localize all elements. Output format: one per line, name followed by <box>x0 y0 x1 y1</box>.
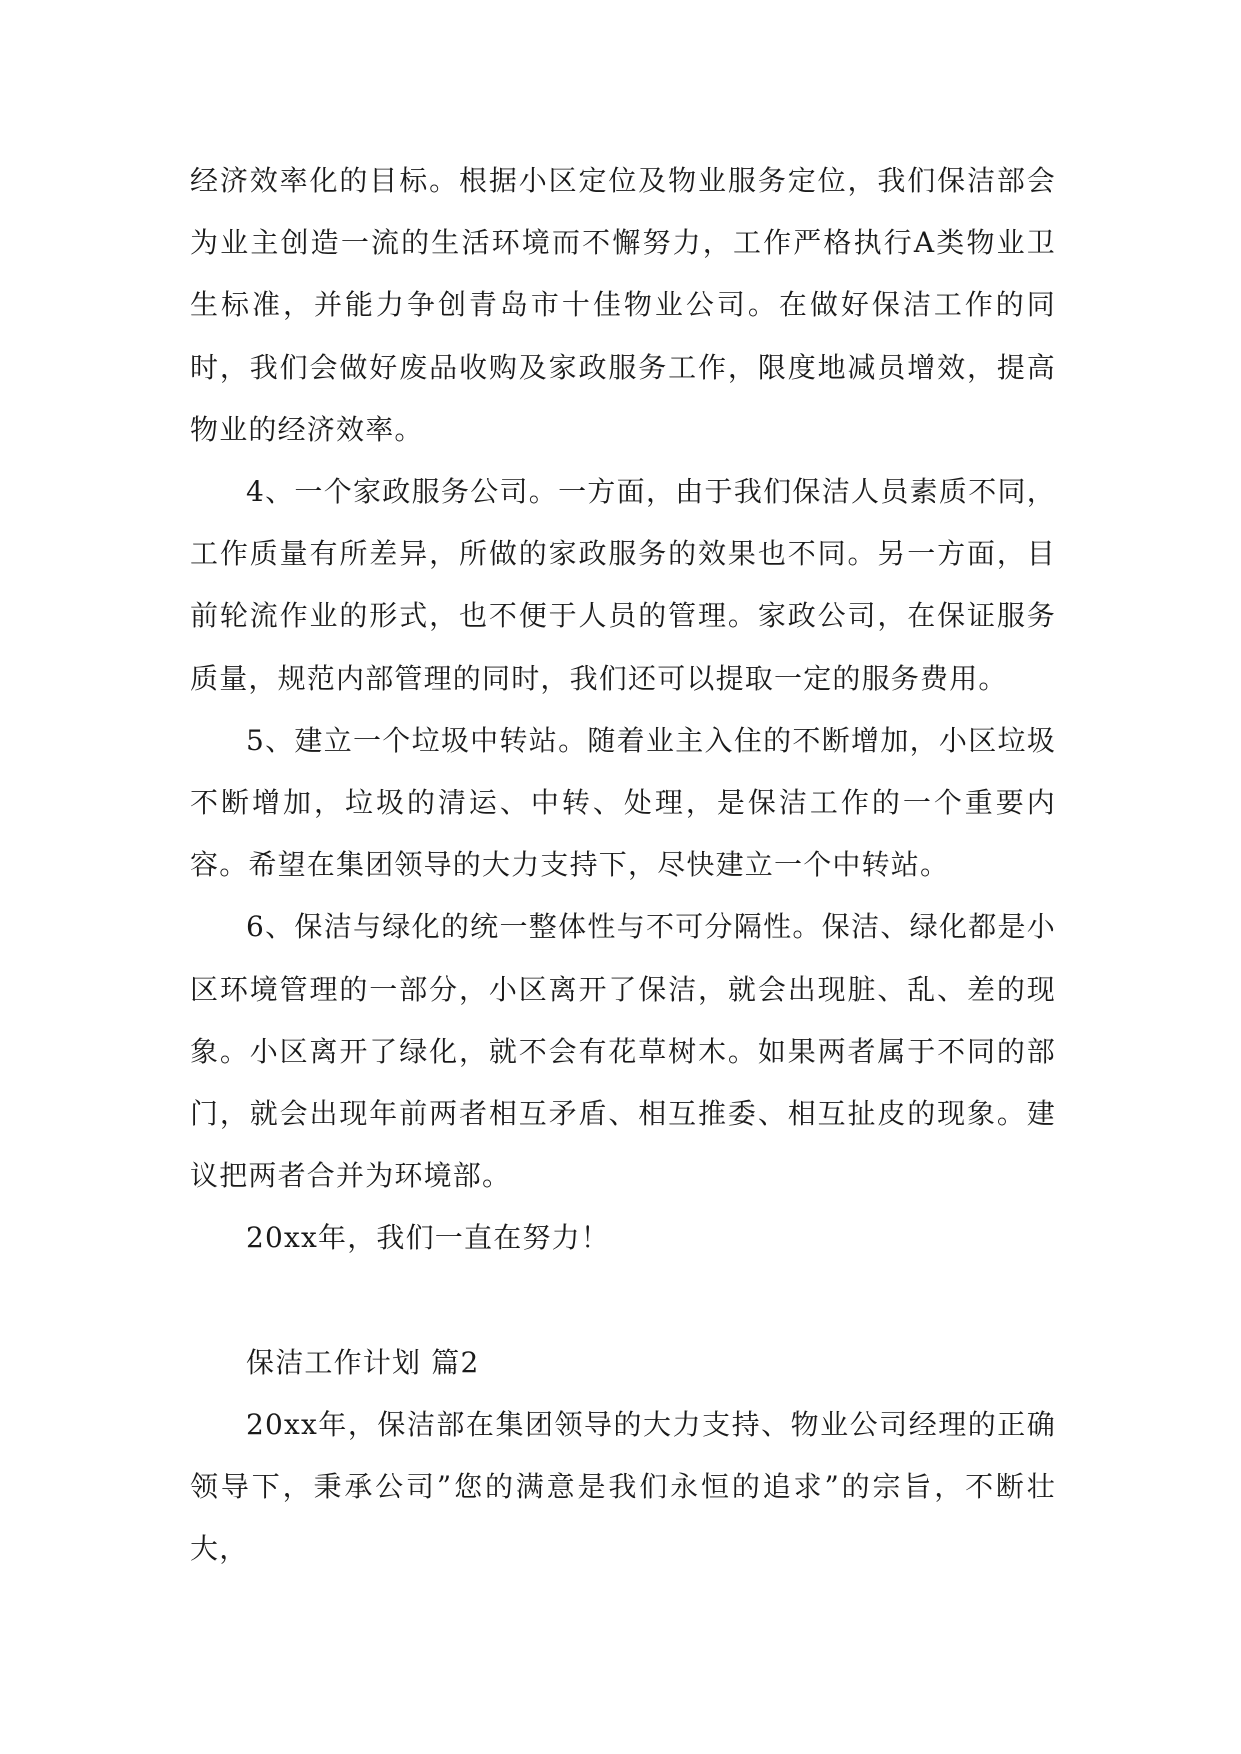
paragraph-item-6: 6、保洁与绿化的统一整体性与不可分隔性。保洁、绿化都是小区环境管理的一部分，小区离开了保洁，就会出现脏、乱、差的现象。小区离开了绿化，就不会有花草树木。如果两者属于不同的部门，就会出现年前两者相互矛盾、相互推委、相互扯皮的现象。建议把两者合并为环境部。 <box>190 910 1056 1193</box>
paragraph-section2-intro: 20xx年，保洁部在集团领导的大力支持、物业公司经理的正确领导下，秉承公司”您的满意是我们永恒的追求”的宗旨，不断壮大， <box>190 1407 1056 1566</box>
paragraph-continued: 经济效率化的目标。根据小区定位及物业服务定位，我们保洁部会为业主创造一流的生活环境而不懈努力，工作严格执行A类物业卫生标准，并能力争创青岛市十佳物业公司。在做好保洁工作的同时，我们会做好废品收购及家政服务工作，限度地减员增效，提高物业的经济效率。 <box>190 164 1056 446</box>
document-body <box>190 150 1056 1580</box>
section-heading: 保洁工作计划 篇2 <box>246 1345 480 1379</box>
paragraph-item-4: 4、一个家政服务公司。一方面，由于我们保洁人员素质不同，工作质量有所差异，所做的家政服务的效果也不同。另一方面，目前轮流作业的形式，也不便于人员的管理。家政公司，在保证服务质量，规范内部管理的同时，我们还可以提取一定的服务费用。 <box>190 475 1056 695</box>
paragraph-closing: 20xx年，我们一直在努力！ <box>246 1221 611 1255</box>
paragraph-item-5: 5、建立一个垃圾中转站。随着业主入住的不断增加，小区垃圾不断增加，垃圾的清运、中转、处理，是保洁工作的一个重要内容。希望在集团领导的大力支持下，尽快建立一个中转站。 <box>190 723 1056 882</box>
